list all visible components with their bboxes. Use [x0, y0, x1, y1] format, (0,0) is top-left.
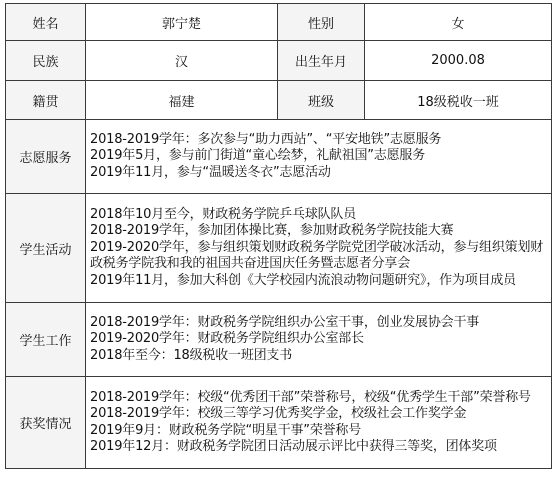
- class-value: 18级税收一班: [365, 81, 552, 120]
- name-row: [6, 4, 552, 41]
- birth-value: 2000.08: [365, 41, 552, 81]
- ethnicity-row: [6, 41, 552, 81]
- awards-line: 2018-2019学年：校级“优秀团干部”荣誉称号，校级“优秀学生干部”荣誉称号: [90, 389, 531, 405]
- activities-line: 2019-2020学年，参与组织策划财政税务学院党团学破冰活动，参与组织策划财政税务学院我和我的祖国共奋进国庆任务暨志愿者分享会: [90, 239, 544, 272]
- origin-label: 籍贯: [6, 81, 86, 120]
- name-label: 姓名: [6, 4, 86, 41]
- birth-label: 出生年月: [278, 41, 365, 81]
- gender-value: 女: [365, 4, 552, 41]
- origin-row: [6, 81, 552, 120]
- volunteer-line: 2019年11月，参与“温暖送冬衣”志愿活动: [90, 164, 331, 180]
- ethnicity-label: 民族: [6, 41, 86, 81]
- activities-line: 2019年11月，参加大科创《大学校园内流浪动物问题研究》，作为项目成员: [90, 272, 516, 288]
- activities-line: 2018-2019学年，参加团体操比赛，参加财政税务学院技能大赛: [90, 223, 454, 239]
- ethnicity-value: 汉: [86, 41, 278, 81]
- awards-label: 获奖情况: [6, 377, 86, 469]
- activities-label: 学生活动: [6, 194, 86, 303]
- volunteer-line: 2018-2019学年：多次参与“助力西站”、“平安地铁”志愿服务: [90, 131, 442, 147]
- activities-line: 2018年10月至今，财政税务学院乒乓球队队员: [90, 206, 357, 222]
- gender-label: 性别: [278, 4, 365, 41]
- name-value: 郭宁楚: [86, 4, 278, 41]
- volunteer-label: 志愿服务: [6, 120, 86, 194]
- work-line: 2019-2020学年：财政税务学院组织办公室部长: [90, 331, 364, 347]
- work-content: [86, 303, 552, 377]
- volunteer-line: 2019年5月，参与前门街道“童心绘梦，礼献祖国”志愿服务: [90, 148, 426, 164]
- awards-line: 2018-2019学年：校级三等学习优秀奖学金，校级社会工作奖学金: [90, 406, 467, 421]
- awards-content: [86, 377, 552, 469]
- work-line: 2018-2019学年：财政税务学院组织办公室干事，创业发展协会干事: [90, 314, 480, 330]
- class-label: 班级: [278, 81, 365, 120]
- awards-line: 2019年9月：财政税务学院“明星干事”荣誉称号: [90, 422, 362, 438]
- awards-row: [6, 377, 552, 469]
- activities-content: [86, 194, 552, 303]
- volunteer-content: [86, 120, 552, 194]
- activities-row: [6, 194, 552, 303]
- awards-line: 2019年12月：财政税务学院团日活动展示评比中获得三等奖，团体奖项: [90, 439, 497, 454]
- work-label: 学生工作: [6, 303, 86, 377]
- volunteer-row: [6, 120, 552, 194]
- work-row: [6, 303, 552, 377]
- origin-value: 福建: [86, 81, 278, 120]
- work-line: 2018年至今：18级税收一班团支书: [90, 347, 293, 363]
- resume-table: [5, 3, 552, 469]
